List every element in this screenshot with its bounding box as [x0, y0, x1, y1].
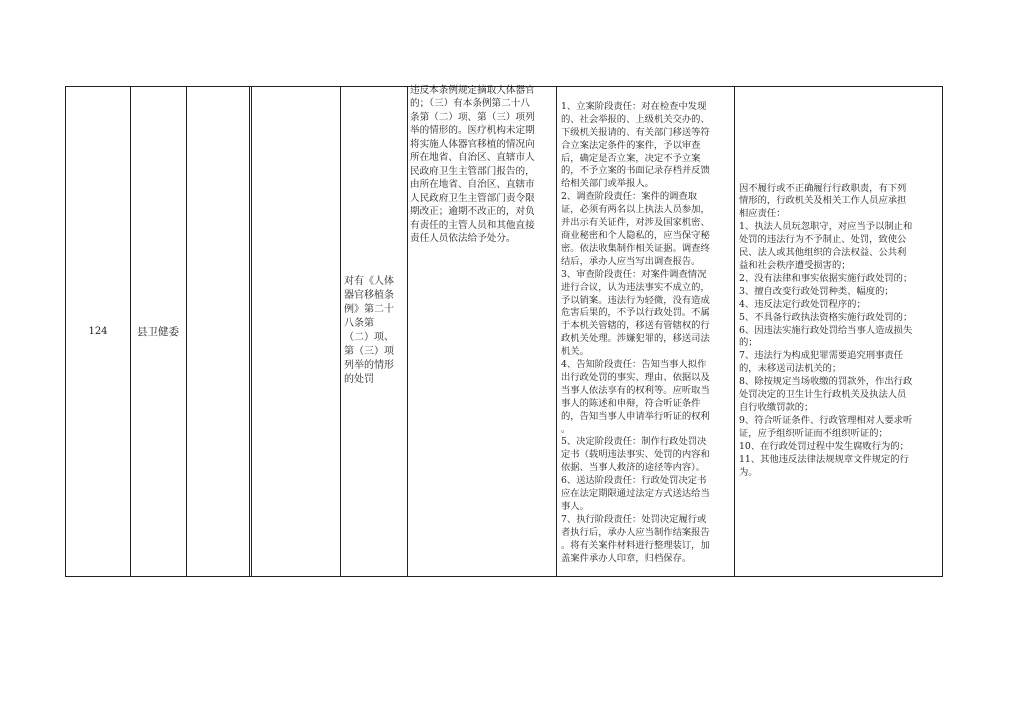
column-divider	[249, 86, 250, 577]
item-name: 对有《人体 器官移植条 例》第二十 八条第 （二）项、 第（三）项 列举的情形 的处罚	[344, 276, 394, 385]
accountability-text: 因不履行或不正确履行行政职责，有下列 情形的，行政机关及相关工作人员应承担 相应责任： 1、执法人员玩忽职守，对应当予以制止和 处罚的违法行为不予制止、处罚，致使公 民、法人或其他组织的合法权益、公共利 益和社会秩序遭受损害的； 2、没有法律和事实依据实施行政处罚的； 3、擅自改变行政处罚种类、幅度的； 4、违反法定行政处罚程序的； 5、不具备行政执法资格实施行政处罚的； 6、因违法实施行政处罚给当事人造成损失 的； 7、违法行为构成犯罪需要追究刑事责任 的，未移送司法机关的； 8、除按规定当场收缴的罚款外，作出行政 处罚决定的卫生计生行政机关及执法人员 自行收缴罚款的； 9、符合听证条件、行政管理相对人要求听 证，应予组织听证而不组织听证的； 10、在行政处罚过程中发生腐败行为的； 11、其他违反法律法规规章文件规定的行 为。	[739, 182, 913, 478]
legal-basis-text: 违反本条例规定摘取人体器官 的；（三）有本条例第二十八 条第（二）项、第（三）项列 举的情形的。医疗机构未定期 将实施人体器官移植的情况向 所在地省、自治区、直辖市人 民政府卫生主管部门报告的， 由所在地省、自治区、直辖市 人民政府卫生主管部门责令限 期改正；逾期不改正的，对负 有责任的主管人员和其他直接 责任人员依法给予处分。	[410, 84, 535, 244]
table-right-border	[942, 86, 943, 577]
responsibilities-text: 1、立案阶段责任：对在检查中发现 的、社会举报的、上级机关交办的、 下级机关报请的、有关部门移送等符 合立案法定条件的案件，予以审查 后，确定是否立案，决定不予立案 的，不予立案的书面记录存档并反馈 给相关部门或举报人。 2、调查阶段责任：案件的调查取 证，必须有两名以上执法人员参加， 并出示有关证件，对涉及国家机密、 商业秘密和个人隐私的，应当保守秘 密。依法收集制作相关证据。调查终 结后，承办人应当写出调查报告。 3、审查阶段责任：对案件调查情况 进行合议，认为违法事实不成立的， 予以销案。违法行为轻微，没有造成 危害后果的，不予以行政处罚。不属 于本机关管辖的，移送有管辖权的行 政机关处理。涉嫌犯罪的，移送司法 机关。 4、告知阶段责任：告知当事人拟作 出行政处罚的事实、理由、依据以及 当事人依法享有的权利等。应听取当 事人的陈述和申辩，符合听证条件 的，告知当事人申请举行听证的权利 。 5、决定阶段责任：制作行政处罚决 定书（载明违法事实、处罚的内容和 依据、当事人救济的途径等内容）。 6、送达阶段责任：行政处罚决定书 应在法定期限通过法定方式送达给当 事人。 7、执行阶段责任：处罚决定履行或 者执行后，承办人应当制作结案报告 。将有关案件材料进行整理装订，加 盖案件承办人印章，归档保存。	[561, 100, 710, 564]
department-name: 县卫健委	[137, 325, 179, 338]
item-name-cell	[341, 86, 407, 576]
column-divider	[734, 86, 735, 577]
responsibilities-cell	[558, 86, 734, 580]
department-cell	[131, 86, 185, 576]
accountability-cell	[736, 86, 942, 576]
legal-basis-cell	[408, 70, 556, 259]
column-divider	[556, 86, 557, 577]
column-divider	[186, 86, 187, 577]
top-margin	[0, 0, 1011, 72]
column-divider	[251, 86, 252, 577]
table-bottom-border	[65, 576, 943, 577]
row-number-cell	[66, 86, 130, 576]
row-number: 124	[88, 325, 108, 337]
